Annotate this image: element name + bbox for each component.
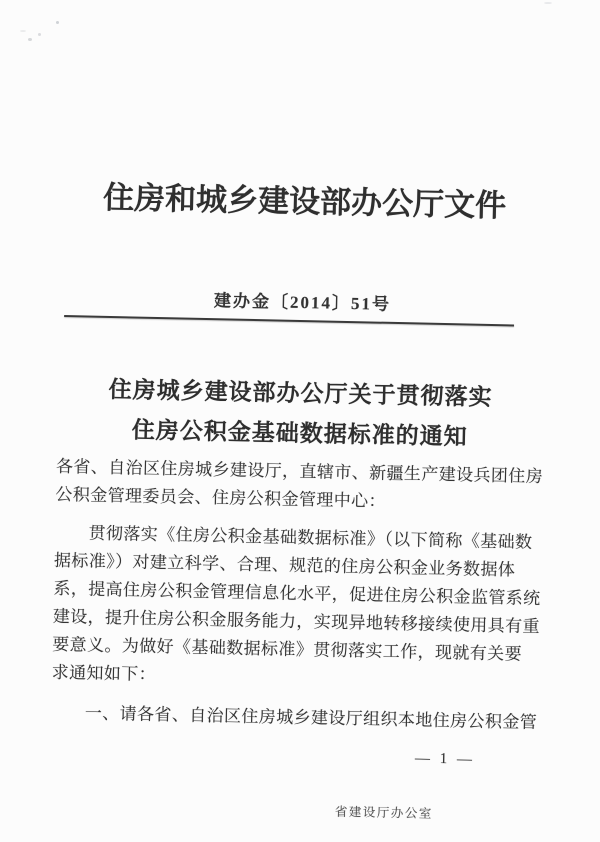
footer-note: 省建设厅办公室 xyxy=(334,804,433,821)
notice-title-line2: 住房公积金基础数据标准的通知 xyxy=(131,417,468,450)
body-line: 贯彻落实《住房公积金基础数据标准》（以下简称《基础数 xyxy=(88,523,533,552)
body-line: 求通知如下： xyxy=(51,662,157,685)
document-number: 建办金〔2014〕51号 xyxy=(213,291,392,314)
notice-title xyxy=(0,368,600,461)
document-body xyxy=(51,453,549,737)
body-line: 据标准》）对建立科学、合理、规范的住房公积金业务数据体 xyxy=(53,550,516,580)
notice-title-line1: 住房城乡建设部办公厅关于贯彻落实 xyxy=(108,376,493,411)
scan-speck xyxy=(544,2,552,4)
document-header-title: 住房和城乡建设部办公厅文件 xyxy=(102,179,507,224)
body-line-item-one: 一、请各省、自治区住房城乡建设厅组织本地住房公积金管 xyxy=(84,703,538,733)
body-line: 建设，提升住房公积金服务能力，实现异地转移接续使用具有重 xyxy=(52,606,541,637)
header-divider-line xyxy=(64,315,514,326)
body-line: 系，提高住房公积金管理信息化水平，促进住房公积金监管系统 xyxy=(53,578,541,609)
body-line-salutation-1: 各省、自治区住房城乡建设厅，直辖市、新疆生产建设兵团住房 xyxy=(55,456,544,487)
page-number: — 1 — xyxy=(414,750,476,768)
body-line-salutation-2: 公积金管理委员会、住房公积金管理中心： xyxy=(55,484,387,511)
body-line: 要意义。为做好《基础数据标准》贯彻落实工作，现就有关要 xyxy=(52,634,523,664)
